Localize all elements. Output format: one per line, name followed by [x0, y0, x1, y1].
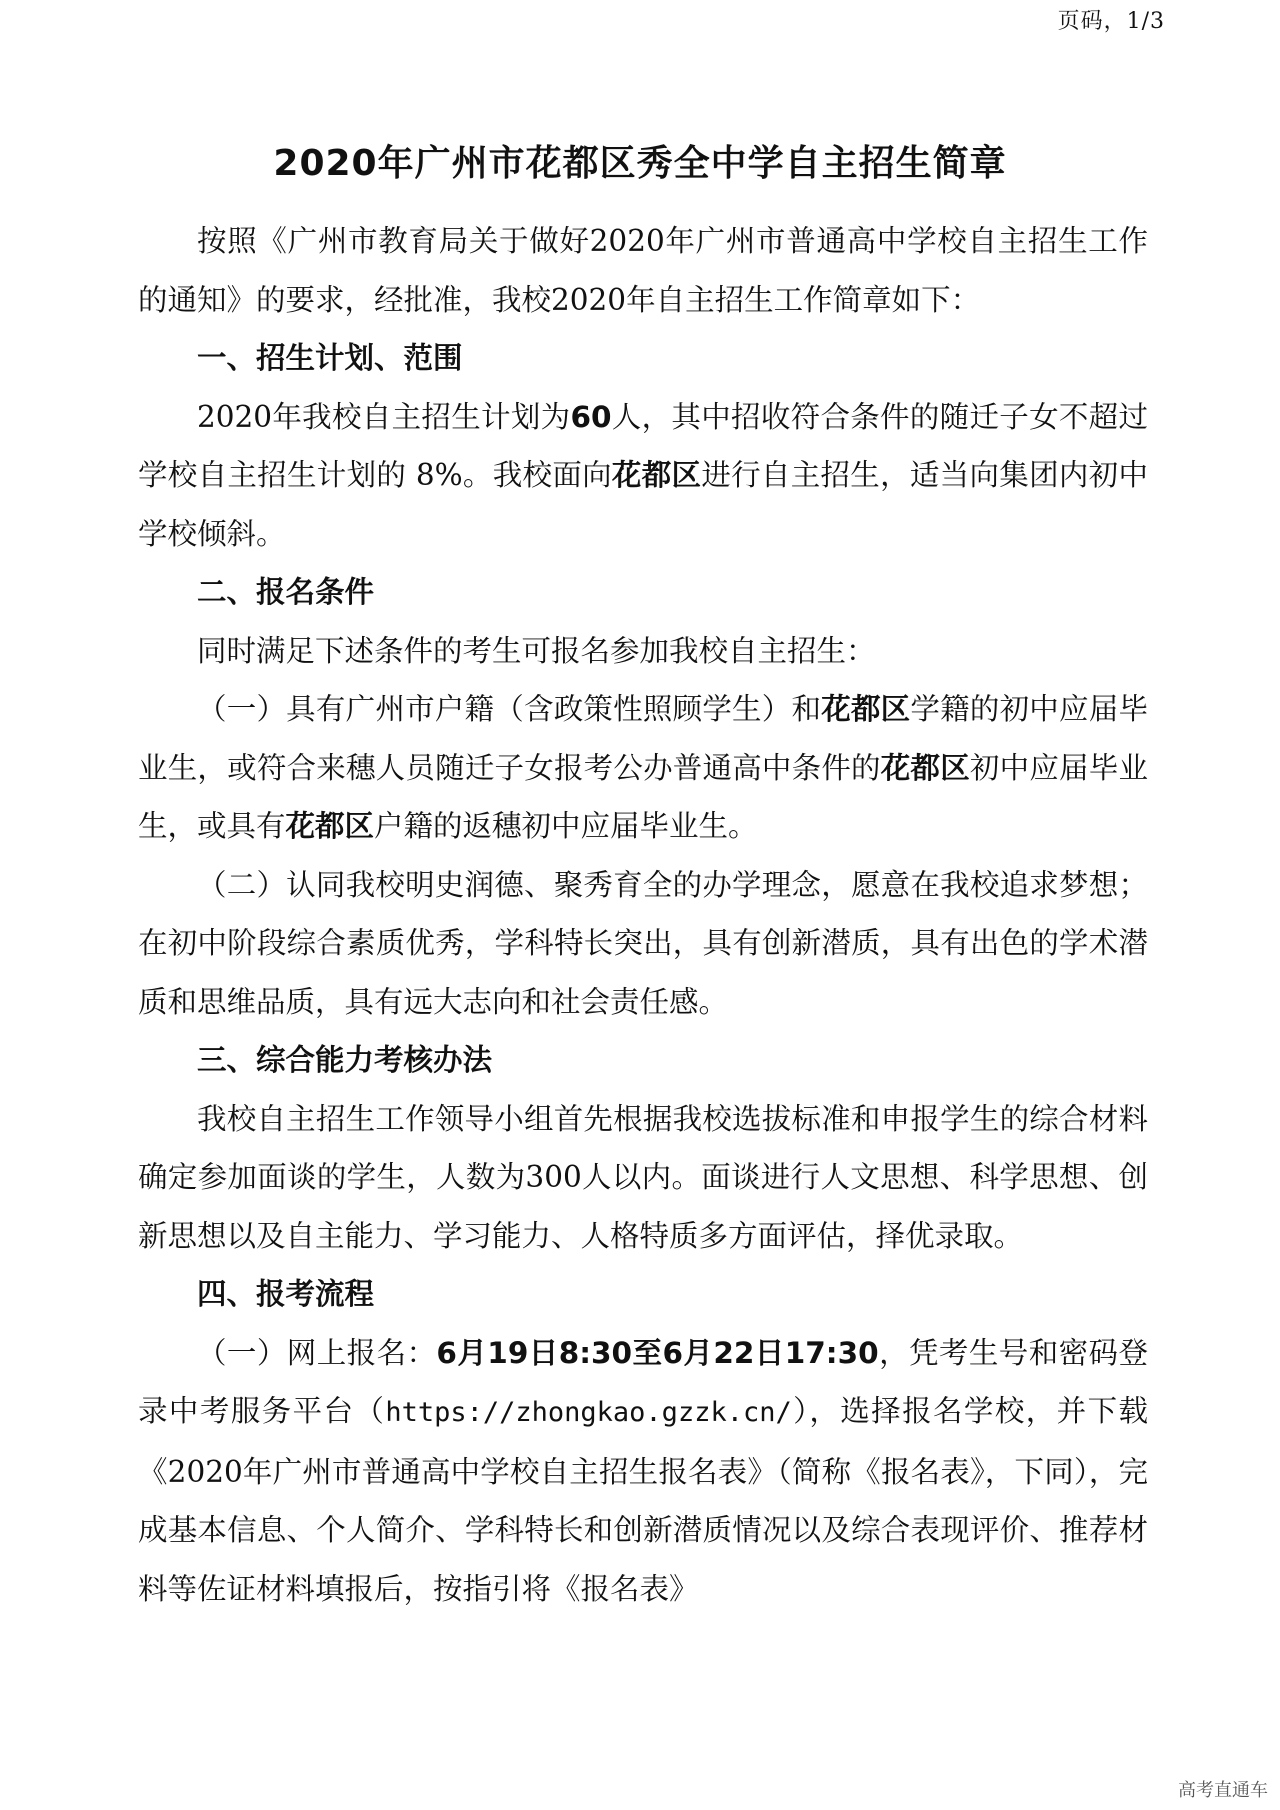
- registration-period: 6月19日8:30至6月22日17:30: [436, 1335, 879, 1370]
- plan-paragraph: [138, 388, 1148, 564]
- process-text: ，凭考生号和密码登录中考服务平台（: [138, 1335, 1148, 1428]
- section-heading-plan: 一、招生计划、范围: [197, 341, 463, 375]
- platform-url: https://zhongkao.gzzk.cn/: [385, 1397, 792, 1428]
- page-number: 页码，1/3: [1057, 9, 1165, 34]
- condition-district: 花都区: [821, 692, 911, 726]
- condition-text: 户籍的返穗初中应届毕业生。: [374, 809, 758, 843]
- assessment-paragraph: 我校自主招生工作领导小组首先根据我校选拔标准和申报学生的综合材料确定参加面谈的学生，人数为300人以内。面谈进行人文思想、科学思想、创新思想以及自主能力、学习能力、人格特质多方面评估，择优录取。: [138, 1101, 1148, 1253]
- condition-text: （一）具有广州市户籍（含政策性照顾学生）和: [197, 692, 822, 726]
- section-heading-assessment: 三、综合能力考核办法: [197, 1043, 493, 1077]
- section-heading-process: 四、报考流程: [197, 1277, 375, 1311]
- watermark: 高考直通车: [1178, 1780, 1268, 1801]
- plan-quota: 60: [570, 399, 612, 434]
- condition-district: 花都区: [880, 750, 970, 785]
- process-text: ），选择报名学校，并下载《2020年广州市普通高中学校自主招生报名表》（简称《报名表》，下同），完成基本信息、个人简介、学科特长和创新潜质情况以及综合表现评价、推荐材料等佐证材料填报后，按指引将《报名表》: [138, 1394, 1148, 1606]
- plan-district: 花都区: [611, 458, 702, 492]
- process-text: （一）网上报名：: [197, 1335, 437, 1370]
- condition-text: 初中应届毕业生，或具有: [138, 750, 1148, 843]
- plan-text: 进行自主招生，适当向集团内初中学校倾斜。: [138, 458, 1148, 551]
- condition-district: 花都区: [285, 809, 375, 843]
- plan-text: 2020年我校自主招生计划为: [197, 399, 571, 434]
- conditions-lead: 同时满足下述条件的考生可报名参加我校自主招生：: [197, 633, 876, 668]
- process-paragraph: [138, 1324, 1148, 1619]
- document-title: 2020年广州市花都区秀全中学自主招生简章: [273, 143, 1007, 184]
- intro-paragraph: 按照《广州市教育局关于做好2020年广州市普通高中学校自主招生工作的通知》的要求，经批准，我校2020年自主招生工作简章如下：: [138, 224, 1148, 317]
- condition-1: [138, 680, 1148, 856]
- document-body: [138, 212, 1148, 1618]
- section-heading-conditions: 二、报名条件: [197, 575, 375, 609]
- plan-text: 人，其中招收符合条件的随迁子女不超过学校自主招生计划的 8%。我校面向: [138, 399, 1148, 492]
- condition-2: （二）认同我校明史润德、聚秀育全的办学理念，愿意在我校追求梦想；在初中阶段综合素质优秀，学科特长突出，具有创新潜质，具有出色的学术潜质和思维品质，具有远大志向和社会责任感。: [138, 867, 1148, 1019]
- condition-text: 学籍的初中应届毕业生，或符合来穗人员随迁子女报考公办普通高中条件的: [138, 692, 1148, 785]
